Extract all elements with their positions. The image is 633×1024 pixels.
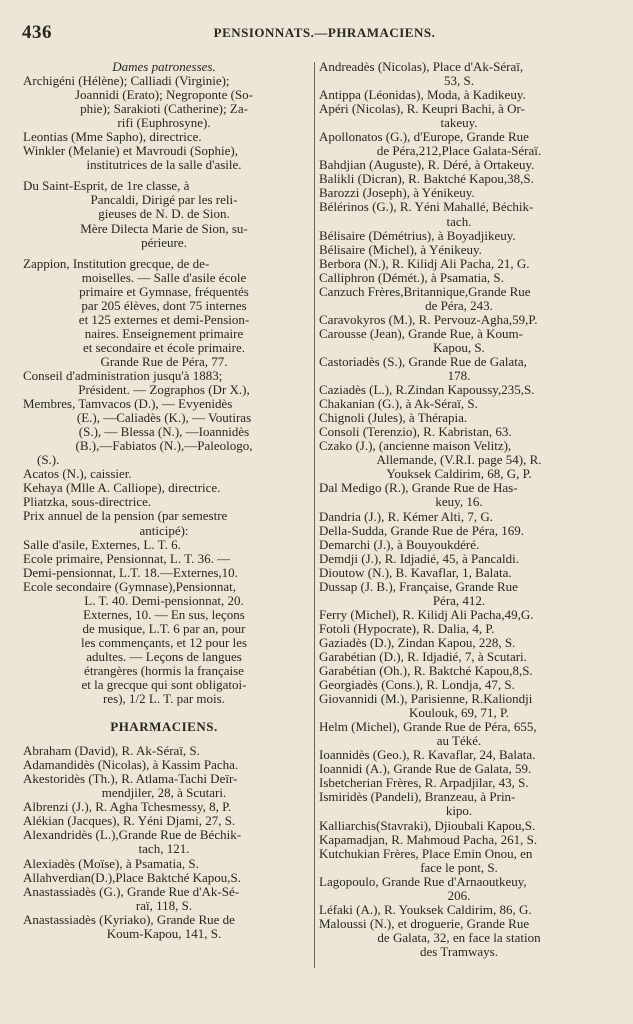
text-line: (S.), — Blessa (N.), —Ioannidès: [78, 424, 250, 440]
text-line: Président. — Zographos (Dr X.),: [78, 382, 250, 398]
list-item: Adamandidès (Nicolas), à Kassim Pacha.: [23, 757, 239, 773]
list-item: Della-Sudda, Grande Rue de Péra, 169.: [319, 522, 525, 538]
text-line: de musique, L.T. 6 par an, pour: [82, 620, 246, 636]
list-item-continuation: face le pont, S.: [420, 859, 498, 875]
list-item: Carousse (Jean), Grande Rue, à Koum-: [319, 325, 523, 341]
list-item: Ioannidi (A.), Grande Rue de Galata, 59.: [319, 761, 532, 777]
list-item-continuation: takeuy.: [440, 115, 478, 131]
dames-patronesses-section: [23, 60, 305, 172]
text-line: et la grecque qui sont obligatoi-: [81, 677, 247, 693]
text-line: L. T. 40. Demi-pensionnat, 20.: [84, 592, 244, 608]
text-line: adultes. — Leçons de langues: [86, 648, 242, 664]
list-item: Kutchukian Frères, Place Emin Onou, en: [319, 845, 533, 861]
list-item: Berbora (N.), R. Kilidj Ali Pacha, 21, G.: [319, 255, 530, 271]
list-item-continuation: tach.: [446, 213, 472, 229]
text-line: (S.).: [37, 452, 60, 468]
list-item: Allahverdian(D.),Place Baktché Kapou,S.: [23, 869, 242, 885]
text-line: rifi (Euphrosyne).: [117, 115, 211, 131]
list-item-continuation: Youksek Caldirim, 68, G, P.: [386, 466, 532, 482]
text-line: Acatos (N.), caissier.: [23, 466, 132, 482]
list-item: Alexiadès (Moïse), à Psamatia, S.: [23, 855, 199, 871]
text-line: Du Saint-Esprit, de 1re classe, à: [23, 178, 190, 194]
list-item: Abraham (David), R. Ak-Séraï, S.: [23, 743, 200, 759]
text-line: Mère Dilecta Marie de Sion, su-: [80, 220, 248, 236]
list-item: Ferry (Michel), R. Kilidj Ali Pacha,49,G.: [319, 606, 534, 622]
text-line: Demi-pensionnat, L.T. 18.—Externes,10.: [23, 564, 238, 580]
text-line: phie); Sarakioti (Catherine); Za-: [80, 101, 248, 117]
text-line: Pancaldi, Dirigé par les reli-: [90, 192, 238, 208]
list-item: Caravokyros (M.), R. Pervouz-Agha,59,P.: [319, 311, 538, 327]
text-line: naires. Enseignement primaire: [84, 325, 244, 341]
list-item: Ismiridès (Pandeli), Branzeau, à Prin-: [319, 789, 516, 805]
text-line: res), 1/2 L. T. par mois.: [103, 691, 225, 707]
text-line: Prix annuel de la pension (par semestre: [23, 508, 228, 524]
text-line: primaire et Gymnase, fréquentés: [79, 283, 249, 299]
list-item: Giovannidi (M.), Parisienne, R.Kaliondji: [319, 691, 533, 707]
text-line: institutrices de la salle d'asile.: [86, 157, 242, 173]
text-line: Salle d'asile, Externes, L. T. 6.: [23, 536, 181, 552]
list-item-continuation: au Téké.: [436, 733, 482, 749]
list-item: Dioutow (N.), B. Kavaflar, 1, Balata.: [319, 564, 512, 580]
list-item: Léfaki (A.), R. Youksek Caldirim, 86, G.: [319, 901, 532, 917]
list-item-continuation: Allemande, (V.R.I. page 54), R.: [376, 452, 542, 468]
list-item: Albrenzi (J.), R. Agha Tchesmessy, 8, P.: [23, 799, 232, 815]
list-item: Anastassiadès (Kyriako), Grande Rue de: [23, 911, 235, 927]
list-item: Fotoli (Hypocrate), R. Dalia, 4, P.: [319, 620, 495, 636]
list-item: Ioannidès (Geo.), R. Kavaflar, 24, Balata.: [319, 747, 536, 763]
list-item: Akestoridès (Th.), R. Atlama-Tachi Deïr-: [23, 771, 238, 787]
text-line: et 125 externes et demi-Pension-: [78, 311, 250, 327]
list-item: Anastassiadès (G.), Grande Rue d'Ak-Sé-: [23, 883, 240, 899]
text-line: Leontias (Mme Sapho), directrice.: [23, 129, 202, 145]
list-item-continuation: Kapou, S.: [433, 339, 485, 355]
text-line: par 205 élèves, dont 75 internes: [81, 297, 247, 313]
list-item-continuation: de Galata, 32, en face la station: [377, 929, 541, 945]
list-item: Garabétian (D.), R. Idjadié, 7, à Scutari.: [319, 648, 527, 664]
list-item: Chakanian (G.), à Ak-Séraï, S.: [319, 396, 478, 412]
text-line: étrangères (hormis la française: [84, 662, 244, 678]
list-item: raï, 118, S.: [135, 897, 193, 913]
page-header: [22, 22, 607, 44]
list-item-continuation: 178.: [447, 368, 471, 384]
list-item-continuation: de Péra,212,Place Galata-Séraï.: [376, 143, 542, 159]
list-item: Demarchi (J.), à Bouyoukdéré.: [319, 536, 480, 552]
right-column: [319, 60, 599, 959]
list-item-continuation: kipo.: [445, 803, 473, 819]
pharmacists-list-left: [23, 744, 305, 941]
page-number: 436: [22, 22, 52, 43]
list-item: tach, 121.: [138, 841, 190, 857]
list-item: Georgiadès (Cons.), R. Londja, 47, S.: [319, 677, 515, 693]
text-line: moiselles. — Salle d'asile école: [81, 269, 247, 285]
text-line: Ecole primaire, Pensionnat, L. T. 36. —: [23, 550, 231, 566]
list-item: Koum-Kapou, 141, S.: [106, 925, 222, 941]
list-item: Andreadès (Nicolas), Place d'Ak-Séraï,: [319, 59, 524, 74]
list-item: Antippa (Léonidas), Moda, à Kadikeuy.: [319, 87, 526, 103]
list-item: Helm (Michel), Grande Rue de Péra, 655,: [319, 719, 537, 735]
text-line: Joannidi (Erato); Negroponte (So-: [75, 87, 253, 103]
list-item: Dal Medigo (R.), Grande Rue de Has-: [319, 480, 518, 496]
text-line: Pliatzka, sous-directrice.: [23, 494, 152, 510]
text-line: Externes, 10. — En sus, leçons: [83, 606, 245, 622]
list-item: Apollonatos (G.), d'Europe, Grande Rue: [319, 129, 529, 145]
list-item: Balikli (Dicran), R. Baktché Kapou,38,S.: [319, 171, 534, 187]
text-line: (E.), —Caliadès (K.), — Voutiras: [76, 410, 252, 426]
text-line: Ecole secondaire (Gymnase),Pensionnat,: [23, 578, 236, 594]
section-subheading: Dames patronesses.: [112, 59, 216, 74]
list-item-continuation: Péra, 412.: [432, 592, 486, 608]
column-divider: [314, 62, 315, 968]
list-item: Czako (J.), (ancienne maison Velitz),: [319, 438, 512, 454]
list-item: Caziadès (L.), R.Zindan Kapoussy,235,S.: [319, 382, 535, 398]
list-item: Demdji (J.), R. Idjadié, 45, à Pancaldi.: [319, 550, 520, 566]
list-item-continuation: 53, S.: [444, 73, 474, 89]
text-line: Archigéni (Hélène); Calliadi (Virginie);: [23, 73, 230, 89]
list-item: Maloussi (N.), et droguerie, Grande Rue: [319, 915, 530, 931]
list-item-continuation: Koulouk, 69, 71, P.: [408, 705, 510, 721]
running-title: PENSIONNATS.—PHRAMACIENS.: [213, 25, 436, 40]
list-item: Castoriadès (S.), Grande Rue de Galata,: [319, 353, 527, 369]
list-item-continuation: des Tramways.: [419, 943, 498, 959]
text-line: Grande Rue de Péra, 77.: [100, 353, 228, 369]
list-item: Kalliarchis(Stavraki), Djioubali Kapou,S.: [319, 817, 536, 833]
text-line: Membres, Tamvacos (D.), — Evyenidès: [23, 396, 233, 412]
text-line: périeure.: [141, 234, 187, 250]
list-item: Alékian (Jacques), R. Yéni Djami, 27, S.: [23, 813, 236, 829]
zappion-entry: [23, 257, 305, 707]
text-line: les commençants, et 12 pour les: [80, 634, 248, 650]
pharmaciens-heading: PHARMACIENS.: [110, 719, 218, 735]
list-item: Chignoli (Jules), à Thérapia.: [319, 410, 468, 426]
left-column: [23, 60, 305, 941]
text-line: Zappion, Institution grecque, de de-: [23, 255, 210, 271]
list-item: mendjiler, 28, à Scutari.: [101, 785, 227, 801]
text-line: gieuses de N. D. de Sion.: [98, 206, 230, 222]
list-item: Consoli (Terenzio), R. Kabristan, 63.: [319, 424, 512, 440]
text-line: Winkler (Melanie) et Mavroudi (Sophie),: [23, 143, 238, 159]
saint-esprit-entry: [23, 179, 305, 249]
list-item: Kapamadjan, R. Mahmoud Pacha, 261, S.: [319, 831, 538, 847]
list-item-continuation: 206.: [447, 887, 471, 903]
list-item: Bélisaire (Michel), à Yénikeuy.: [319, 241, 482, 257]
list-item: Calliphron (Démét.), à Psamatia, S.: [319, 269, 504, 285]
text-line: Kehaya (Mlle A. Calliope), directrice.: [23, 480, 221, 496]
text-line: (B.),—Fabiatos (N.),—Paleologo,: [75, 438, 253, 454]
text-line: anticipé):: [139, 522, 189, 538]
list-item: Isbetcherian Frères, R. Arpadjilar, 43, S.: [319, 775, 529, 791]
list-item-continuation: keuy, 16.: [435, 494, 483, 510]
text-line: et secondaire et école primaire.: [82, 339, 246, 355]
list-item-continuation: de Péra, 243.: [425, 297, 493, 313]
list-item: Apéri (Nicolas), R. Keupri Bachi, à Or-: [319, 101, 525, 117]
list-item: Alexandridès (L.),Grande Rue de Béchik-: [23, 827, 242, 843]
pharmacists-list-right: [319, 60, 599, 959]
list-item: Bahdjian (Auguste), R. Déré, à Ortakeuy.: [319, 157, 535, 173]
list-item: Bélisaire (Démétrius), à Boyadjikeuy.: [319, 227, 516, 243]
list-item: Canzuch Frères,Britannique,Grande Rue: [319, 283, 531, 299]
list-item: Lagopoulo, Grande Rue d'Arnaoutkeuy,: [319, 873, 527, 889]
text-line: Conseil d'administration jusqu'à 1883;: [23, 367, 223, 383]
list-item: Dandria (J.), R. Kémer Alti, 7, G.: [319, 508, 494, 524]
list-item: Garabétian (Oh.), R. Baktché Kapou,8,S.: [319, 663, 533, 679]
list-item: Bélérinos (G.), R. Yéni Mahallé, Béchik-: [319, 199, 534, 215]
list-item: Barozzi (Joseph), à Yénikeuy.: [319, 185, 475, 201]
list-item: Gaziadès (D.), Zindan Kapou, 228, S.: [319, 634, 516, 650]
list-item: Dussap (J. B.), Française, Grande Rue: [319, 578, 518, 594]
